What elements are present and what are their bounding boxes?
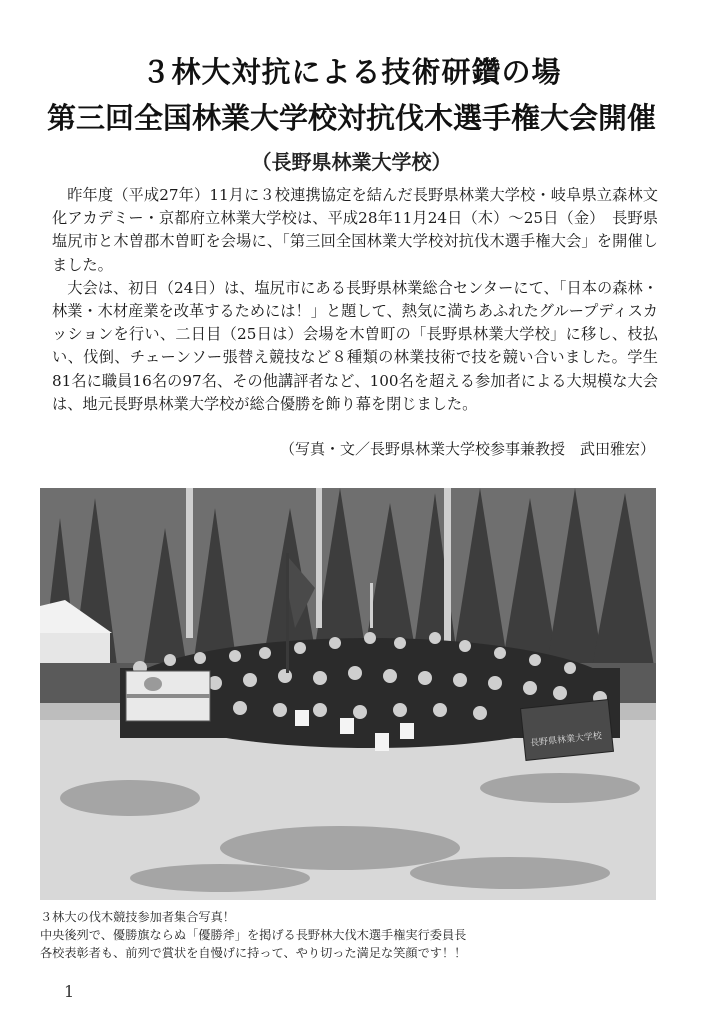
article-body (52, 184, 658, 416)
subtitle: （長野県林業大学校） (251, 150, 452, 174)
caption-line-3: 各校表彰者も、前列で賞状を自慢げに持って、やり切った満足な笑顔です！！ (40, 946, 467, 960)
page-number: 1 (64, 982, 75, 1001)
title-line-1: ３林大対抗による技術研鑽の場 (141, 55, 562, 89)
caption-line-2: 中央後列で、優勝旗ならぬ「優勝斧」を掲げる長野林大伐木選手権実行委員長 (40, 928, 467, 942)
photo-caption (40, 908, 680, 962)
caption-line-1: ３林大の伐木競技参加者集合写真！ (40, 910, 235, 924)
article-credit: （写真・文／長野県林業大学校参事兼教授 武田雅宏） (279, 440, 655, 458)
banner-text: 長野県林業大学校 (529, 731, 603, 749)
article-paragraph-2: 大会は、初日（24日）は、塩尻市にある長野県林業総合センターにて、「日本の森林・林業・木材産業を改革するためには！」と題して、熱気に満ちあふれたグループディスカッションを行い、二日目（25日は）会場を木曽町の「長野県林業大学校」に移し、枝払い、伐倒、チェーンソー張替え競技など８種類の林業技術で技を競い合いました。学生81名に職員16名の97名、その他講評者など、100名を超える参加者による大規模な大会は、地元長野県林業大学校が総合優勝を飾り幕を閉じました。 (52, 278, 658, 413)
group-photo (40, 488, 656, 900)
title-line-2: 第三回全国林業大学校対抗伐木選手権大会開催 (46, 101, 656, 135)
article-paragraph-1: 昨年度（平成27年）11月に３校連携協定を結んだ長野県林業大学校・岐阜県立森林文化アカデミー・京都府立林業大学校は、平成28年11月24日（木）～25日（金） 長野県塩尻市と木曽郡木曽町を会場に、「第三回全国林業大学校対抗伐木選手権大会」を開催しました。 (52, 186, 658, 274)
